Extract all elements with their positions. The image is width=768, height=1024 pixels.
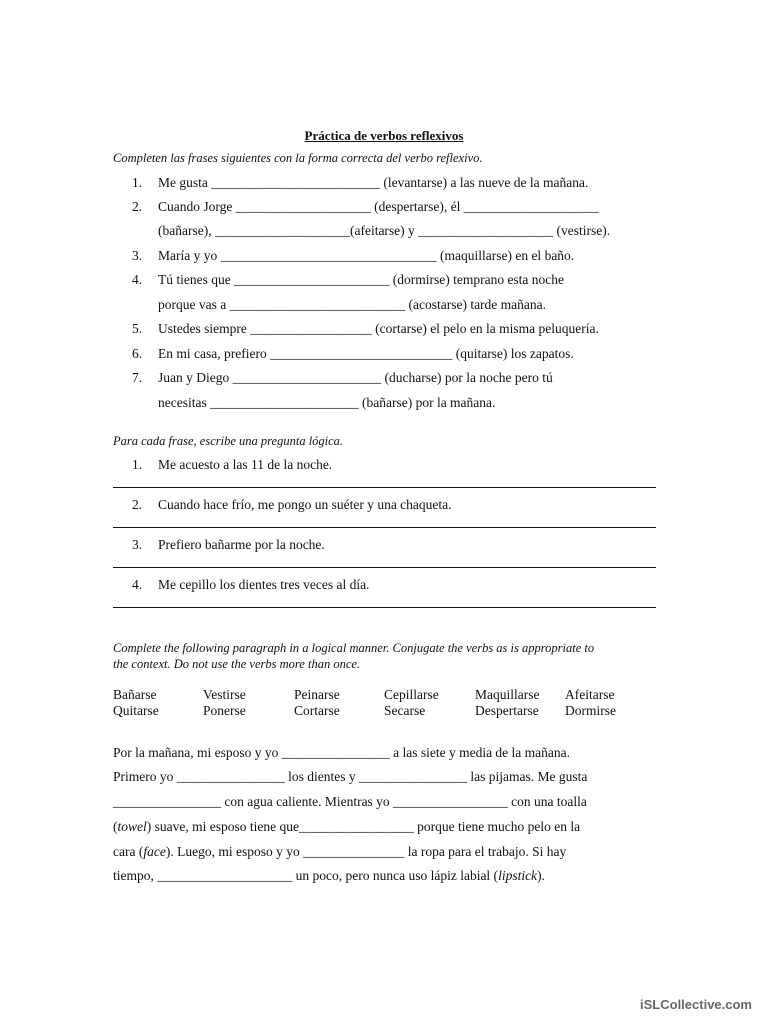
section3-instruction: the context. Do not use the verbs more than once. [113, 657, 361, 671]
answer-line[interactable] [113, 567, 656, 568]
exercise-line: necesitas ______________________ (bañarse) por la mañana. [158, 395, 496, 410]
exercise-line: porque vas a __________________________ (acostarse) tarde mañana. [158, 297, 547, 312]
exercise-line: (bañarse), ____________________(afeitarse) y ____________________ (vestirse). [158, 223, 611, 238]
section1-instruction: Completen las frases siguientes con la forma correcta del verbo reflexivo. [113, 151, 483, 165]
word-bank-verb: Vestirse [203, 687, 246, 702]
exercise-line: Juan y Diego ______________________ (ducharse) por la noche pero tú [158, 370, 553, 385]
word-bank-verb: Cortarse [294, 703, 340, 718]
paragraph-line: (towel) suave, mi esposo tiene que_________________ porque tiene mucho pelo en la [113, 819, 581, 834]
item-number: 2. [132, 497, 143, 512]
word-bank-verb: Maquillarse [475, 687, 540, 702]
statement-text: Cuando hace frío, me pongo un suéter y una chaqueta. [158, 497, 452, 512]
section3-instruction: Complete the following paragraph in a logical manner. Conjugate the verbs as is appropriate to [113, 641, 595, 655]
paragraph-line: tiempo, ____________________ un poco, pero nunca uso lápiz labial (lipstick). [113, 868, 545, 883]
statement-text: Me cepillo los dientes tres veces al día. [158, 577, 370, 592]
exercise-line: En mi casa, prefiero ___________________________ (quitarse) los zapatos. [158, 346, 574, 361]
item-number: 4. [132, 577, 143, 592]
statement-text: Me acuesto a las 11 de la noche. [158, 457, 333, 472]
section2-instruction: Para cada frase, escribe una pregunta lógica. [113, 434, 344, 448]
worksheet-title: Práctica de verbos reflexivos [304, 128, 464, 143]
word-bank-verb: Bañarse [113, 687, 157, 702]
word-bank-verb: Secarse [384, 703, 426, 718]
english-gloss: towel [117, 819, 147, 834]
answer-line[interactable] [113, 527, 656, 528]
statement-text: Prefiero bañarme por la noche. [158, 537, 325, 552]
word-bank-verb: Dormirse [565, 703, 616, 718]
exercise-line: Me gusta _________________________ (levantarse) a las nueve de la mañana. [158, 175, 589, 190]
item-number: 7. [132, 370, 143, 385]
word-bank-verb: Peinarse [294, 687, 340, 702]
word-bank-verb: Afeitarse [565, 687, 615, 702]
item-number: 6. [132, 346, 143, 361]
item-number: 3. [132, 248, 143, 263]
exercise-line: Ustedes siempre __________________ (cortarse) el pelo en la misma peluquería. [158, 321, 599, 336]
paragraph-line: Primero yo ________________ los dientes y ________________ las pijamas. Me gusta [113, 769, 588, 784]
item-number: 2. [132, 199, 143, 214]
item-number: 1. [132, 175, 143, 190]
answer-line[interactable] [113, 607, 656, 608]
watermark-footer: iSLCollective.com [640, 997, 752, 1012]
exercise-line: Cuando Jorge ____________________ (despertarse), él ____________________ [158, 199, 599, 214]
word-bank-verb: Ponerse [203, 703, 246, 718]
paragraph-line: cara (face). Luego, mi esposo y yo _______________ la ropa para el trabajo. Si hay [113, 844, 567, 859]
word-bank-verb: Despertarse [475, 703, 539, 718]
english-gloss: face [143, 844, 166, 859]
paragraph-line: ________________ con agua caliente. Mientras yo _________________ con una toalla [113, 794, 587, 809]
exercise-line: María y yo ________________________________ (maquillarse) en el baño. [158, 248, 575, 263]
english-gloss: lipstick [498, 868, 538, 883]
exercise-line: Tú tienes que _______________________ (dormirse) temprano esta noche [158, 272, 565, 287]
answer-line[interactable] [113, 487, 656, 488]
item-number: 1. [132, 457, 143, 472]
item-number: 4. [132, 272, 143, 287]
paragraph-line: Por la mañana, mi esposo y yo ________________ a las siete y media de la mañana. [113, 745, 571, 760]
item-number: 3. [132, 537, 143, 552]
item-number: 5. [132, 321, 143, 336]
word-bank-verb: Quitarse [113, 703, 159, 718]
word-bank-verb: Cepillarse [384, 687, 439, 702]
